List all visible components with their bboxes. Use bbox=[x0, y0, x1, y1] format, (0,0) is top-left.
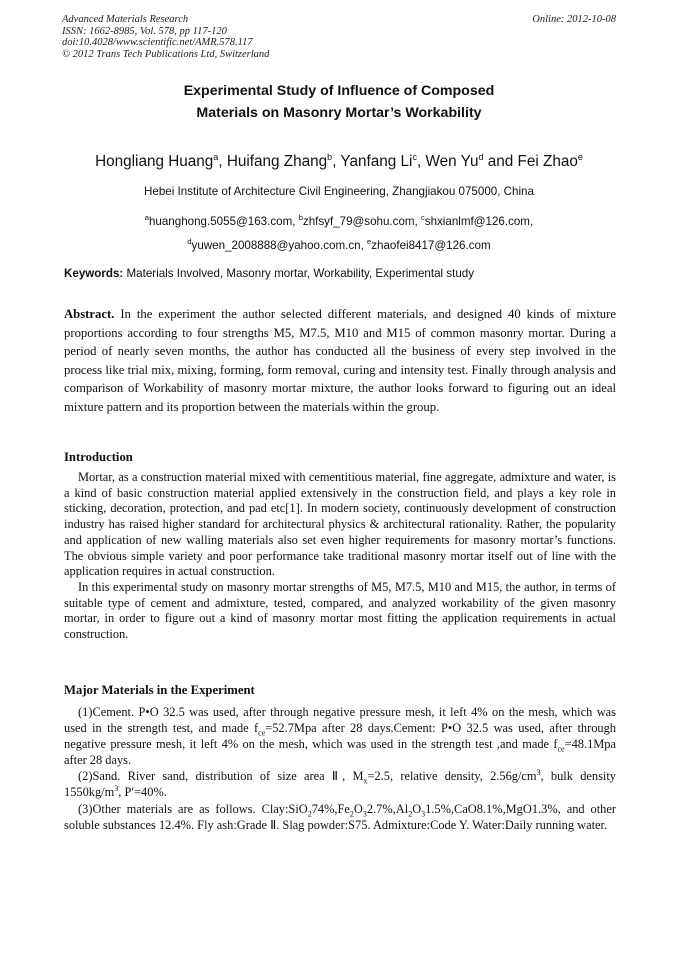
abstract-text: In the experiment the author selected different materials, and designed 40 kinds of mixture proportions according to four strengths M5, M7.5, M10 and M15 of common masonry mortar. During a period of nearly seven months, the author has conducted all the business of every step involved in the process like trial mix, mixing, forming, form removal, curing and intensity test. Finally through analysis and comparison of Workability of masonry mortar mixture, the author looks forward to figuring out an ideal mixture pattern and its proportion between the materials within the group. bbox=[64, 307, 616, 414]
paragraph-sand: (2)Sand. River sand, distribution of size area Ⅱ, $M_x=2.5$, relative density, $2.56g/cm^3$, bulk density $1550kg/m^3$, P′=40%. bbox=[64, 768, 616, 800]
keywords bbox=[64, 266, 616, 282]
author-affil-mark: b bbox=[327, 152, 333, 162]
paper-title bbox=[62, 80, 616, 124]
abstract-label: Abstract. bbox=[64, 307, 115, 321]
paragraph-cement: (1)Cement. P•O 32.5 was used, after through negative pressure mesh, it left 4% on the mesh, which was used in the strength test, and made $f_{ce}=52.7Mpa$ after 28 days.Cement: P•O 32.5 was used, after through negative pressure mesh, it left 4% on the mesh, which was used in the strength test ,and made $f_{ce}=48.1Mpa$ after 28 days. bbox=[64, 705, 616, 768]
copyright-line: © 2012 Trans Tech Publications Ltd, Switzerland bbox=[62, 48, 270, 60]
author-name: Huifang Zhang bbox=[226, 153, 328, 171]
online-date: Online: 2012-10-08 bbox=[532, 14, 616, 25]
email-link[interactable]: zhaofei8417@126.com bbox=[371, 238, 491, 252]
title-line-2: Materials on Masonry Mortar’s Workability bbox=[196, 105, 482, 121]
author-affil-mark: c bbox=[412, 152, 417, 162]
author-name: Fei Zhao bbox=[517, 153, 578, 171]
keywords-text: Materials Involved, Masonry mortar, Workability, Experimental study bbox=[126, 267, 475, 280]
author-name: Yanfang Li bbox=[340, 153, 413, 171]
email-link[interactable]: yuwen_2008888@yahoo.com.cn, bbox=[191, 238, 364, 252]
materials-body bbox=[64, 704, 616, 833]
email-link[interactable]: huanghong.5055@163.com, bbox=[148, 214, 296, 228]
title-line-1: Experimental Study of Influence of Composed bbox=[183, 83, 495, 99]
affiliation: Hebei Institute of Architecture Civil Engineering, Zhangjiakou 075000, China bbox=[144, 185, 534, 198]
paragraph: In this experimental study on masonry mortar strengths of M5, M7.5, M10 and M15, the author, in terms of suitable type of cement and admixture, tested, compared, and analyzed workability of the given masonry mortar, in order to figure out a kind of masonry mortar most fitting the application requirements in actual construction. bbox=[64, 579, 616, 642]
author-emails: $^a$huanghong.5055@163.com, $^b$zhfsyf_79@sohu.com, $^c$shxianlmf@126.com, $^d$yuwen_2008888@yahoo.com.cn, $^e$zhaofei8417@126.com bbox=[144, 213, 534, 252]
email-link[interactable]: zhfsyf_79@sohu.com, bbox=[302, 214, 418, 228]
keywords-label: Keywords: bbox=[64, 267, 124, 280]
author-name: Wen Yu bbox=[425, 153, 479, 171]
introduction-body bbox=[64, 470, 616, 643]
abstract bbox=[64, 305, 616, 417]
section-heading-materials: Major Materials in the Experiment bbox=[64, 683, 255, 697]
issn-line: ISSN: 1662-8985, Vol. 578, pp 117-120 bbox=[62, 25, 227, 37]
author-affil-mark: d bbox=[478, 152, 484, 162]
author-affil-mark: e bbox=[577, 152, 583, 162]
paragraph: Mortar, as a construction material mixed with cementitious material, fine aggregate, admixture and water, is a kind of basic construction material applied extensively in the construction field, and plays a key role in sticking, decoration, protection, and pad etc[1]. In modern society, continuously development of construction industry has raised higher standard for architectural physics & architectural rationality. Rather, the popularity and application of new walling materials also set even higher requirements for masonry mortar’s functions. The obvious simple variety and poor performance take traditional masonry mortar itself out of line with the application requires in actual construction. bbox=[64, 470, 616, 579]
author-list: Hongliang Huang$^a$, Huifang Zhang$^b$, Yanfang Li$^c$, Wen Yu$^d$ and Fei Zhao$^e$ bbox=[95, 152, 583, 171]
section-heading-introduction: Introduction bbox=[64, 450, 133, 464]
author-affil-mark: a bbox=[213, 152, 219, 162]
journal-header bbox=[62, 14, 616, 60]
author-name: Hongliang Huang bbox=[95, 153, 214, 171]
paragraph-other-materials: (3)Other materials are as follows. $Clay:SiO_274\%,Fe_2O_32.7\%,Al_2O_31.5\%,CaO8.1\%,MgO1.3\%$, and other soluble substances 12.4%. Fly ash:Grade Ⅱ. Slag powder:S75. Admixture:Code Y. Water:Daily running water. bbox=[64, 801, 617, 832]
journal-name: Advanced Materials Research bbox=[62, 14, 189, 25]
doi-line: doi:10.4028/www.scientific.net/AMR.578.117 bbox=[62, 37, 253, 48]
email-link[interactable]: shxianlmf@126.com, bbox=[424, 214, 534, 228]
